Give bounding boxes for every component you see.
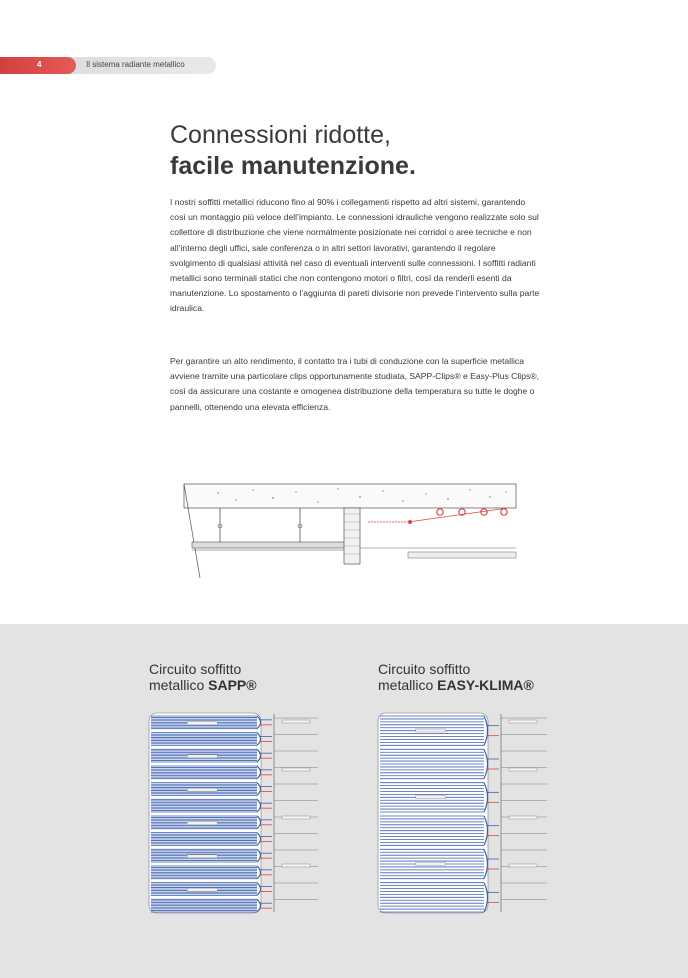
gray-band — [0, 624, 688, 978]
sapp-circuit-diagram — [148, 712, 320, 914]
circuit-title-sapp-brand: SAPP® — [208, 677, 257, 693]
section-label: Il sistema radiante metallico — [86, 60, 185, 69]
circuit-title-easy-klima — [378, 661, 534, 693]
paragraph-1: I nostri soffitti metallici riducono fino al 90% i collegamenti rispetto ad altri sistemi, garantendo così un montaggio più veloce dell’impianto. Le connessioni idrauliche vengono realizzate solo sul collettore di distribuzione che viene normalmente posizionate nei corridoi o aree tecniche e non all’interno degli uffici, sale conferenza o in altri settori lavorativi, garantendo il regolare svolgimento di qualsiasi attività nel caso di eventuali interventi sulle connessioni. I soffitti radianti metallici sono terminali statici che non contengono motori o filtri, così da renderli esenti da manutenzione. Lo spostamento o l’aggiunta di pareti divisorie non prevede l’intervento sulla parte idraulica. — [170, 197, 540, 314]
paragraph-2: Per garantire un alto rendimento, il contatto tra i tubi di conduzione con la superficie metallica avviene tramite una particolare clips opportunamente studiata, SAPP-Clips® e Easy-Plus Clips®, così da assicurare una costante e omogenea distribuzione della temperatura su tutte le doghe o pannelli, ottenendo una elevata efficienza. — [170, 356, 539, 412]
title-line-2: facile manutenzione. — [170, 152, 416, 180]
title-line-1: Connessioni ridotte, — [170, 121, 391, 149]
circuit-title-easy-klima-brand: EASY-KLIMA® — [437, 677, 534, 693]
ceiling-section-diagram — [178, 478, 520, 584]
circuit-title-easy-klima-line2 — [378, 677, 534, 693]
circuit-title-sapp — [149, 661, 257, 693]
circuit-title-sapp-line1: Circuito soffitto — [149, 661, 242, 677]
circuit-title-easy-klima-line1: Circuito soffitto — [378, 661, 471, 677]
easy-klima-circuit-diagram — [377, 712, 549, 914]
circuit-title-sapp-prefix: metallico — [149, 677, 209, 693]
page-number: 4 — [37, 60, 42, 69]
circuit-title-easy-klima-prefix: metallico — [378, 677, 438, 693]
page-title — [170, 120, 416, 182]
circuit-title-sapp-line2 — [149, 677, 257, 693]
